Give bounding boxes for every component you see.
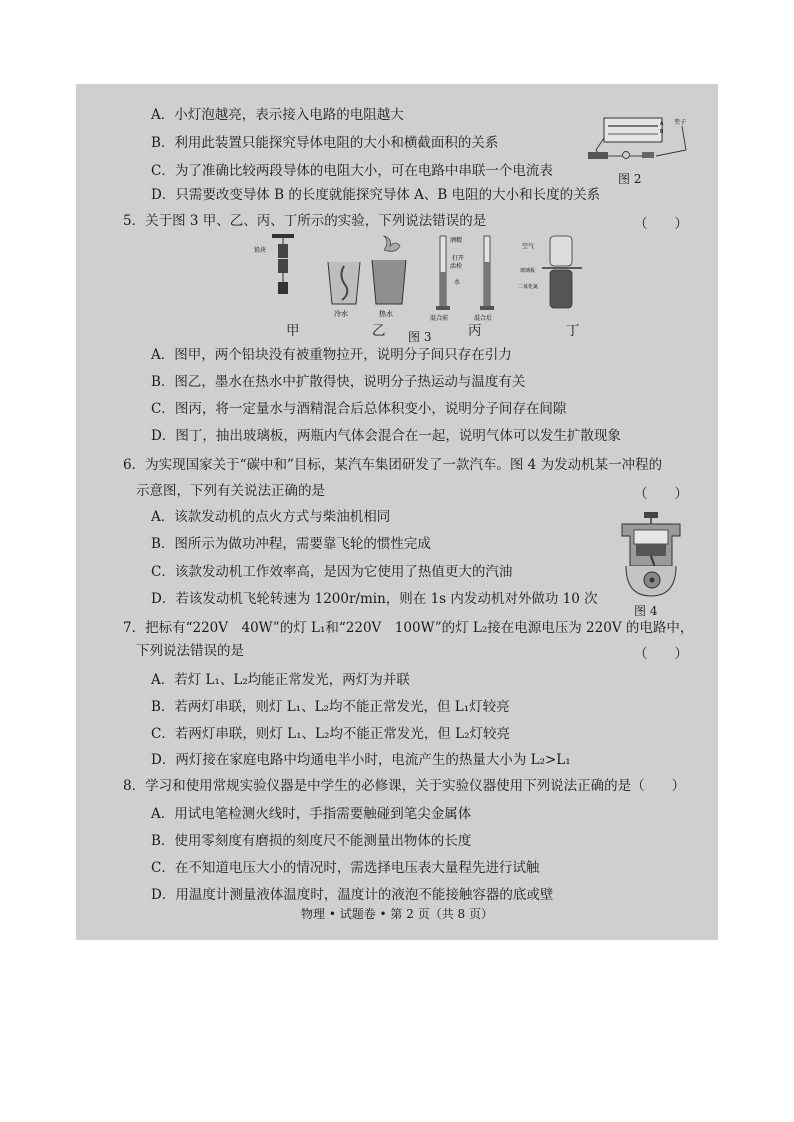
fig3-label-after: 混合后 — [474, 315, 493, 322]
q4-option-a: A．小灯泡越亮，表示接入电路的电阻越大 — [151, 107, 404, 123]
fig3-panel-ding: 丁 — [566, 323, 580, 339]
q5-answer-paren: （ ） — [634, 216, 688, 232]
q8-option-a: A．用试电笔检测火线时，手指需要触碰到笔尖金属体 — [151, 806, 472, 822]
figure-4-caption: 图 4 — [634, 604, 658, 618]
q8-option-d: D．用温度计测量液体温度时，温度计的液泡不能接触容器的底或壁 — [151, 887, 554, 903]
fig3-panel-yi: 乙 — [372, 323, 386, 339]
q8-option-c: C．在不知道电压大小的情况时，需选择电压表大量程先进行试触 — [151, 860, 540, 876]
q5-option-c: C．图丙，将一定量水与酒精混合后总体积变小，说明分子间存在间隙 — [151, 401, 567, 417]
q6-option-d: D．若该发动机飞轮转速为 1200r/min，则在 1s 内发动机对外做功 10 次 — [151, 591, 598, 607]
q6-answer-paren: （ ） — [634, 486, 688, 502]
q6-option-c: C．该款发动机工作效率高，是因为它使用了热值更大的汽油 — [151, 564, 513, 580]
fig2-label-a: A — [660, 121, 664, 127]
q4-option-c: C．为了准确比较两段导体的电阻大小，可在电路中串联一个电流表 — [151, 163, 553, 179]
fig3-label-lead: 铅块 — [254, 247, 267, 254]
exam-page — [76, 84, 718, 940]
fig3-panel-bing: 丙 — [468, 323, 482, 339]
figure-3-caption: 图 3 — [408, 330, 432, 344]
fig3-label-open: 打开 — [452, 255, 465, 262]
q8-option-b: B．使用零刻度有磨损的刻度尺不能测量出物体的长度 — [151, 833, 472, 849]
q6-option-b: B．图所示为做功冲程，需要靠飞轮的惯性完成 — [151, 536, 431, 552]
figure-3-experiments — [252, 232, 592, 322]
fig3-label-alcohol: 酒精 — [450, 237, 463, 244]
q7-stem-line-1: 7．把标有“220V 40W”的灯 L₁和“220V 100W”的灯 L₂接在电源电压为 220V 的电路中， — [123, 620, 694, 636]
q7-answer-paren: （ ） — [634, 646, 688, 662]
q7-option-b: B．若两灯串联，则灯 L₁、L₂均不能正常发光，但 L₁灯较亮 — [151, 699, 510, 715]
q5-stem: 5．关于图 3 甲、乙、丙、丁所示的实验，下列说法错误的是 — [123, 213, 487, 229]
fig3-label-water: 水 — [454, 279, 461, 286]
fig2-label-clip: 夹子 — [674, 119, 687, 126]
fig3-label-hot: 热水 — [379, 310, 393, 318]
q7-option-a: A．若灯 L₁、L₂均能正常发光，两灯为并联 — [151, 672, 410, 688]
q6-stem-line-2: 示意图，下列有关说法正确的是 — [136, 483, 325, 499]
q4-option-b: B．利用此装置只能探究导体电阻的大小和横截面积的关系 — [151, 135, 499, 151]
q8-stem: 8．学习和使用常规实验仪器是中学生的必修课，关于实验仪器使用下列说法正确的是（ ） — [123, 778, 686, 794]
figure-4-engine — [616, 510, 690, 600]
q4-option-d: D．只需要改变导体 B 的长度就能探究导体 A、B 电阻的大小和长度的关系 — [151, 187, 601, 203]
q5-option-d: D．图丁，抽出玻璃板，两瓶内气体会混合在一起，说明气体可以发生扩散现象 — [151, 428, 621, 444]
fig3-label-plug: 活栓 — [450, 263, 463, 270]
figure-2-circuit — [586, 112, 696, 172]
q6-stem-line-1: 6．为实现国家关于“碳中和”目标，某汽车集团研发了一款汽车。图 4 为发动机某一冲程的 — [123, 457, 663, 473]
q5-option-a: A．图甲，两个铅块没有被重物拉开，说明分子间只存在引力 — [151, 347, 512, 363]
q6-option-a: A．该款发动机的点火方式与柴油机相同 — [151, 509, 391, 525]
q7-stem-line-2: 下列说法错误的是 — [136, 643, 244, 659]
fig3-label-before: 混合前 — [430, 315, 449, 322]
fig3-label-air: 空气 — [522, 243, 535, 250]
q7-option-c: C．若两灯串联，则灯 L₁、L₂均不能正常发光，但 L₂灯较亮 — [151, 726, 511, 742]
fig3-label-glass: 玻璃板 — [520, 268, 536, 274]
q5-option-b: B．图乙，墨水在热水中扩散得快，说明分子热运动与温度有关 — [151, 374, 526, 390]
fig3-label-no2: 二氧化氮 — [518, 284, 539, 290]
fig3-label-cold: 冷水 — [334, 310, 348, 318]
page-footer: 物理 • 试题卷 • 第 2 页（共 8 页） — [301, 907, 493, 921]
fig3-panel-jia: 甲 — [286, 323, 300, 339]
figure-2-caption: 图 2 — [618, 172, 642, 186]
fig2-label-b: B — [660, 129, 664, 135]
q7-option-d: D．两灯接在家庭电路中均通电半小时，电流产生的热量大小为 L₂>L₁ — [151, 752, 571, 768]
